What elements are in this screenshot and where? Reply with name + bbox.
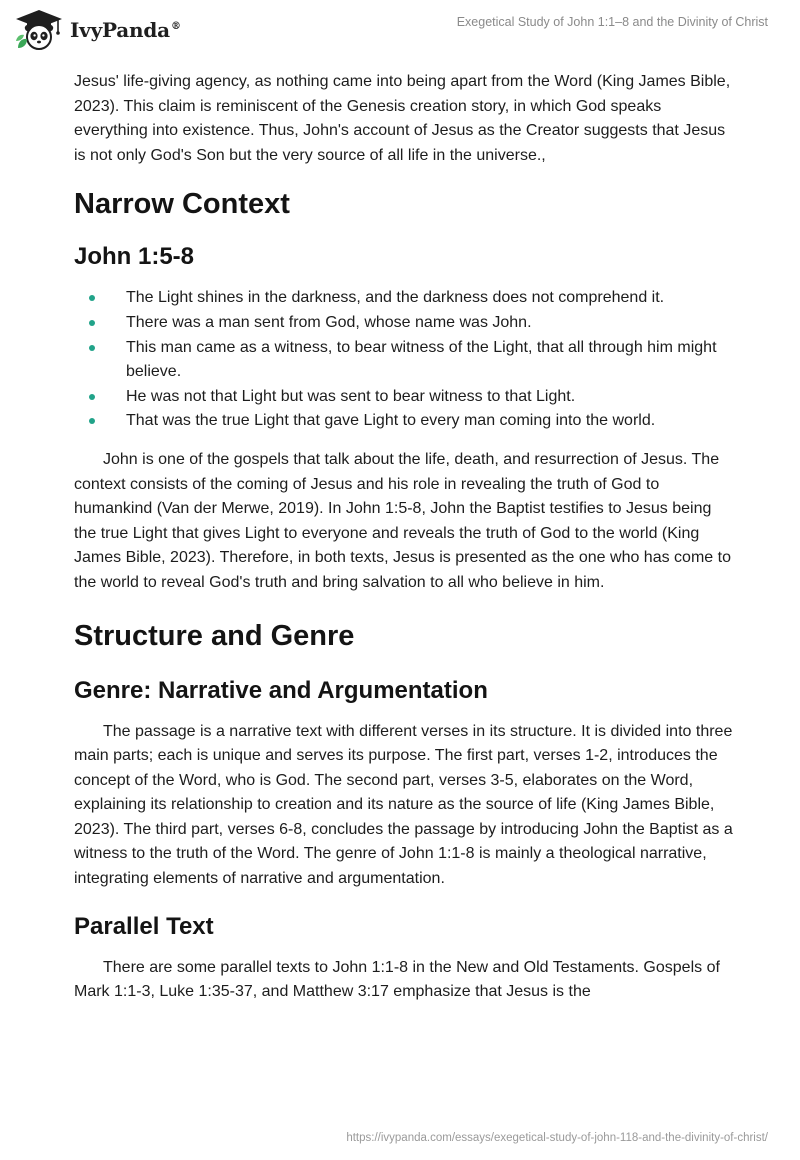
list-item: That was the true Light that gave Light to every man coming into the world. [74,409,734,434]
bullet-dot [89,295,95,301]
list-item: He was not that Light but was sent to bear witness to that Light. [74,385,734,410]
brand-name: IvyPanda® [70,18,181,42]
subheading-parallel-text: Parallel Text [74,912,214,940]
bullet-dot [89,345,95,351]
parallel-paragraph: There are some parallel texts to John 1:1-8 in the New and Old Testaments. Gospels of Mark 1:1-3, Luke 1:35-37, and Matthew 3:17 emphasize that Jesus is the [74,958,720,1001]
intro-paragraph: Jesus' life-giving agency, as nothing came into being apart from the Word (King James Bible, 2023). This claim is reminiscent of the Genesis creation story, in which God speaks everything into existence. Thus, John's account of Jesus as the Creator suggests that Jesus is not only God's Son but the very source of all life in the universe., [74,73,731,164]
list-item: This man came as a witness, to bear witness of the Light, that all through him might believe. [74,336,734,385]
document-title: Exegetical Study of John 1:1–8 and the Divinity of Christ [456,15,768,29]
section-heading-structure-genre: Structure and Genre [74,619,355,652]
page-header [0,0,800,64]
genre-paragraph: The passage is a narrative text with different verses in its structure. It is divided into three main parts; each is unique and serves its purpose. The first part, verses 1-2, introduces the concept of the Word, who is God. The second part, verses 3-5, elaborates on the Word, explaining its relationship to creation and its nature as the source of life (King James Bible, 2023). The third part, verses 6-8, concludes the passage by introducing John the Baptist as a witness to the truth of the Word. The genre of John 1:1-8 is mainly a theological narrative, integrating elements of narrative and argumentation. [74,722,733,888]
subheading-genre: Genre: Narrative and Argumentation [74,676,488,704]
bullet-dot [89,418,95,424]
essay-content [74,70,734,1005]
ivypanda-logo[interactable] [14,8,181,52]
list-item: There was a man sent from God, whose name was John. [74,311,734,336]
list-item: The Light shines in the darkness, and the darkness does not comprehend it. [74,286,734,311]
verse-list [74,286,734,434]
source-url[interactable]: https://ivypanda.com/essays/exegetical-study-of-john-118-and-the-divinity-of-christ/ [346,1132,768,1144]
subheading-john-1-5-8: John 1:5-8 [74,243,195,271]
panda-graduate-icon [14,8,64,52]
section-heading-narrow-context: Narrow Context [74,188,290,221]
bullet-dot [89,394,95,400]
narrow-context-paragraph: John is one of the gospels that talk about the life, death, and resurrection of Jesus. The context consists of the coming of Jesus and his role in revealing the truth of God to humankind (Van der Merwe, 2019). In John 1:5-8, John the Baptist testifies to Jesus being the true Light that gives Light to everyone and reveals the truth of God to the world (King James Bible, 2023). Therefore, in both texts, Jesus is presented as the one who has come to the world to reveal God's truth and bring salvation to all who believe in him. [74,450,731,591]
bullet-dot [89,320,95,326]
